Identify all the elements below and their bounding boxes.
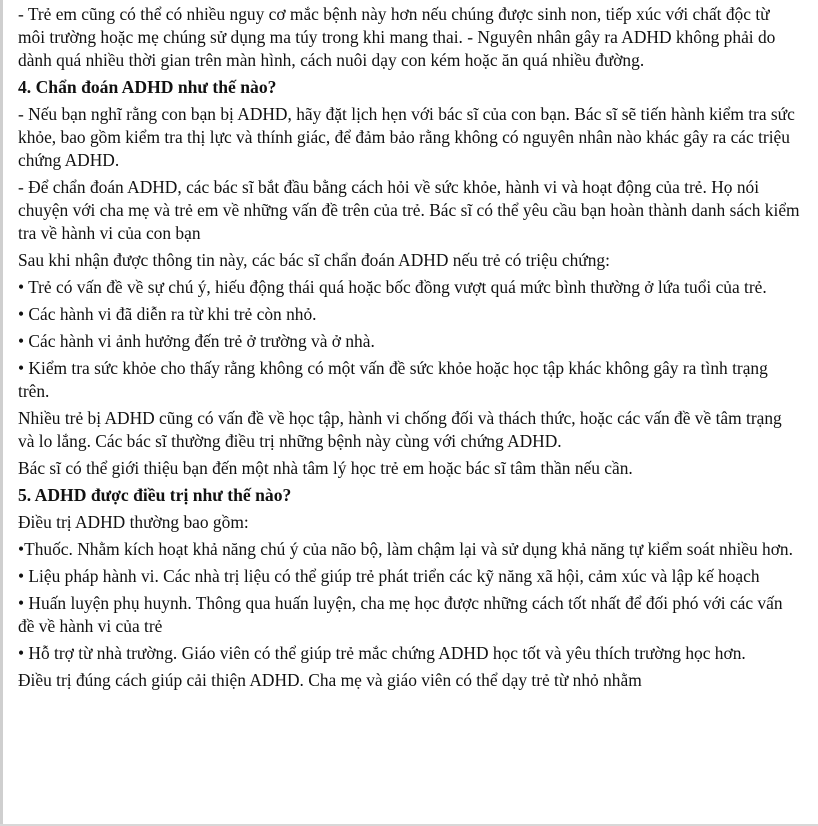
bullet-parent-training: • Huấn luyện phụ huynh. Thông qua huấn luyện, cha mẹ học được những cách tốt nhất để đối phó với các vấn đề về hành vi của trẻ <box>18 593 783 636</box>
bullet-health-check: • Kiểm tra sức khỏe cho thấy rằng không có một vấn đề sức khỏe hoặc học tập khác không gây ra tình trạng trên. <box>18 358 768 401</box>
bullet-behavior-therapy: • Liệu pháp hành vi. Các nhà trị liệu có thể giúp trẻ phát triển các kỹ năng xã hội, cảm xúc và lập kế hoạch <box>18 566 760 586</box>
page-left-edge <box>0 0 3 826</box>
paragraph-proper-treatment: Điều trị đúng cách giúp cải thiện ADHD. Cha mẹ và giáo viên có thể dạy trẻ từ nhỏ nhằm <box>18 670 642 690</box>
paragraph-diagnosis-criteria-intro: Sau khi nhận được thông tin này, các bác sĩ chẩn đoán ADHD nếu trẻ có triệu chứng: <box>18 250 610 270</box>
bullet-early-onset: • Các hành vi đã diễn ra từ khi trẻ còn nhỏ. <box>18 304 317 324</box>
paragraph-comorbidities: Nhiều trẻ bị ADHD cũng có vấn đề về học tập, hành vi chống đối và thách thức, hoặc các vấn đề về tâm trạng và lo lắng. Các bác sĩ thường điều trị những bệnh này cùng với chứng ADHD. <box>18 408 782 451</box>
paragraph-diagnosis-method: - Để chẩn đoán ADHD, các bác sĩ bắt đầu bằng cách hỏi về sức khỏe, hành vi và hoạt động của trẻ. Họ nói chuyện với cha mẹ và trẻ em về những vấn đề trên của trẻ. Bác sĩ có thể yêu cầu bạn hoàn thành danh sách kiểm tra về hành vi của con bạn <box>18 177 800 243</box>
bullet-school-and-home: • Các hành vi ảnh hưởng đến trẻ ở trường và ở nhà. <box>18 331 375 351</box>
paragraph-risk-factors: - Trẻ em cũng có thể có nhiều nguy cơ mắc bệnh này hơn nếu chúng được sinh non, tiếp xúc với chất độc từ môi trường hoặc mẹ chúng sử dụng ma túy trong khi mang thai. - Nguyên nhân gây ra ADHD không phải do dành quá nhiều thời gian trên màn hình, cách nuôi dạy con kém hoặc ăn quá nhiều đường. <box>18 4 776 70</box>
heading-treatment: 5. ADHD được điều trị như thế nào? <box>18 485 292 505</box>
bullet-attention-problems: • Trẻ có vấn đề về sự chú ý, hiếu động thái quá hoặc bốc đồng vượt quá mức bình thường ở lứa tuổi của trẻ. <box>18 277 767 297</box>
paragraph-referral: Bác sĩ có thể giới thiệu bạn đến một nhà tâm lý học trẻ em hoặc bác sĩ tâm thần nếu cần. <box>18 458 633 478</box>
heading-diagnosis: 4. Chẩn đoán ADHD như thế nào? <box>18 77 277 97</box>
paragraph-doctor-checkup: - Nếu bạn nghĩ rằng con bạn bị ADHD, hãy đặt lịch hẹn với bác sĩ của con bạn. Bác sĩ sẽ tiến hành kiểm tra sức khỏe, bao gồm kiểm tra thị lực và thính giác, để đảm bảo rằng không có nguyên nhân nào khác gây ra các triệu chứng ADHD. <box>18 104 795 170</box>
bullet-medication: •Thuốc. Nhằm kích hoạt khả năng chú ý của não bộ, làm chậm lại và sử dụng khả năng tự kiểm soát nhiều hơn. <box>18 539 793 559</box>
paragraph-treatment-intro: Điều trị ADHD thường bao gồm: <box>18 512 249 532</box>
bullet-school-support: • Hỗ trợ từ nhà trường. Giáo viên có thể giúp trẻ mắc chứng ADHD học tốt và yêu thích trường học hơn. <box>18 643 746 663</box>
